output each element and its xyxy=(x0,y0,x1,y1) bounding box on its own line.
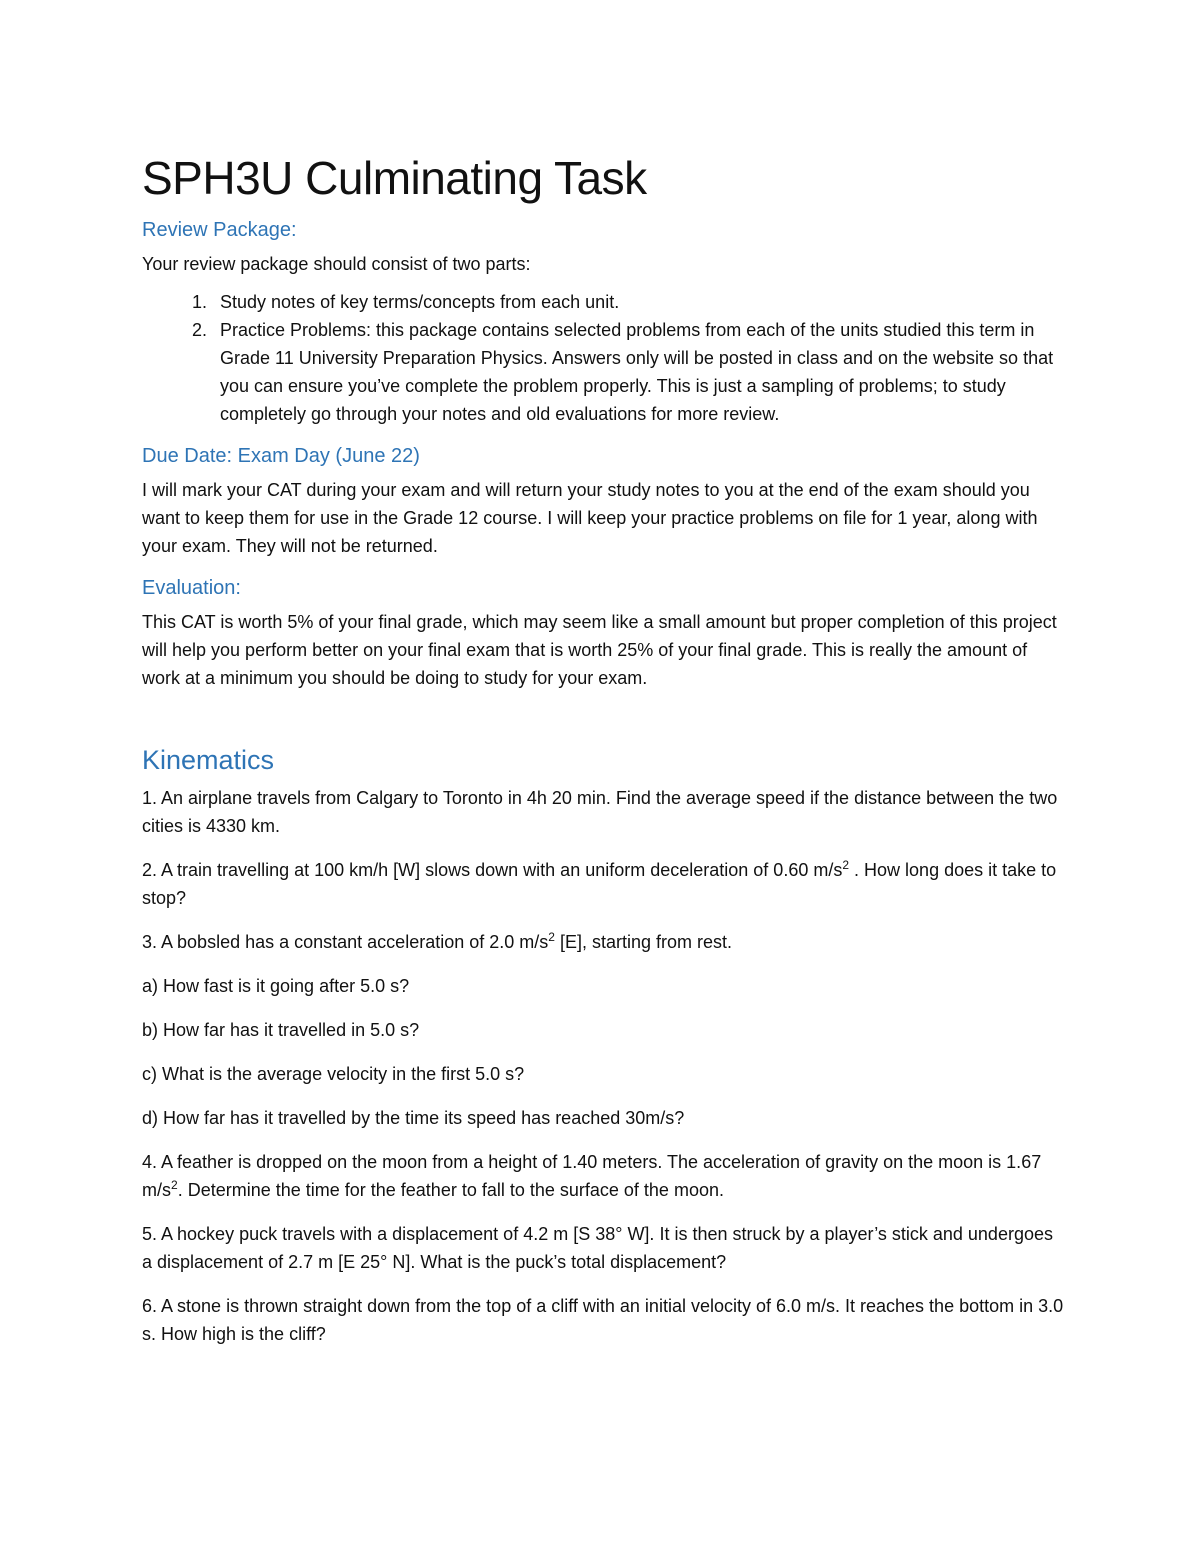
problem-3c: c) What is the average velocity in the first 5.0 s? xyxy=(142,1064,525,1084)
document-body xyxy=(142,142,1067,1364)
problem-3-text-end: [E], starting from rest. xyxy=(554,932,732,952)
problem-3a: a) How fast is it going after 5.0 s? xyxy=(142,976,410,996)
review-package-heading: Review Package: xyxy=(142,219,297,241)
review-item-study-notes: 1. Study notes of key terms/concepts from each unit. xyxy=(212,288,1067,316)
problem-1: 1. An airplane travels from Calgary to Toronto in 4h 20 min. Find the average speed if the distance between the two cities is 4330 km. xyxy=(142,788,1058,836)
kinematics-heading: Kinematics xyxy=(142,745,275,775)
review-package-list xyxy=(142,288,1067,428)
problem-3-text: 3. A bobsled has a constant acceleration of 2.0 m/s xyxy=(142,932,549,952)
due-date-heading: Due Date: Exam Day (June 22) xyxy=(142,445,420,467)
evaluation-text: This CAT is worth 5% of your final grade, which may seem like a small amount but proper completion of this project will help you perform better on your final exam that is worth 25% of your final grade. This is really the amount of work at a minimum you should be doing to study for your exam. xyxy=(142,612,1057,688)
problem-6: 6. A stone is thrown straight down from the top of a cliff with an initial velocity of 6.0 m/s. It reaches the bottom in 3.0 s. How high is the cliff? xyxy=(142,1296,1064,1344)
problem-3d: d) How far has it travelled by the time its speed has reached 30m/s? xyxy=(142,1108,685,1128)
problem-4 xyxy=(142,1148,1067,1204)
review-item-practice-problems: 2. Practice Problems: this package contains selected problems from each of the units studied this term in Grade 11 University Preparation Physics. Answers only will be posted in class and on the website so that you can ensure you’ve complete the problem properly. This is just a sampling of problems; to study completely go through your notes and old evaluations for more review. xyxy=(212,316,1067,428)
problem-2-text-end: . How long does it take to stop? xyxy=(142,860,1057,908)
evaluation-heading: Evaluation: xyxy=(142,577,241,599)
problem-2-exponent: 2 xyxy=(842,858,850,872)
problem-3b: b) How far has it travelled in 5.0 s? xyxy=(142,1020,420,1040)
problem-3 xyxy=(142,928,1067,956)
problem-2 xyxy=(142,856,1067,912)
problem-4-exponent: 2 xyxy=(171,1178,178,1192)
problem-2-text: 2. A train travelling at 100 km/h [W] slows down with an uniform deceleration of 0.60 m/s xyxy=(142,860,843,880)
problem-4-text: 4. A feather is dropped on the moon from a height of 1.40 meters. The acceleration of gravity on the moon is 1.67 m/s xyxy=(142,1152,1042,1200)
problem-5: 5. A hockey puck travels with a displacement of 4.2 m [S 38° W]. It is then struck by a player’s stick and undergoes a displacement of 2.7 m [E 25° N]. What is the puck’s total displacement? xyxy=(142,1224,1053,1272)
page-title: SPH3U Culminating Task xyxy=(142,152,647,204)
review-package-intro: Your review package should consist of two parts: xyxy=(142,254,531,274)
due-date-text: I will mark your CAT during your exam and will return your study notes to you at the end of the exam should you want to keep them for use in the Grade 12 course. I will keep your practice problems on file for 1 year, along with your exam. They will not be returned. xyxy=(142,480,1038,556)
problem-3-exponent: 2 xyxy=(548,930,555,944)
problem-4-text-end: . Determine the time for the feather to fall to the surface of the moon. xyxy=(177,1180,724,1200)
